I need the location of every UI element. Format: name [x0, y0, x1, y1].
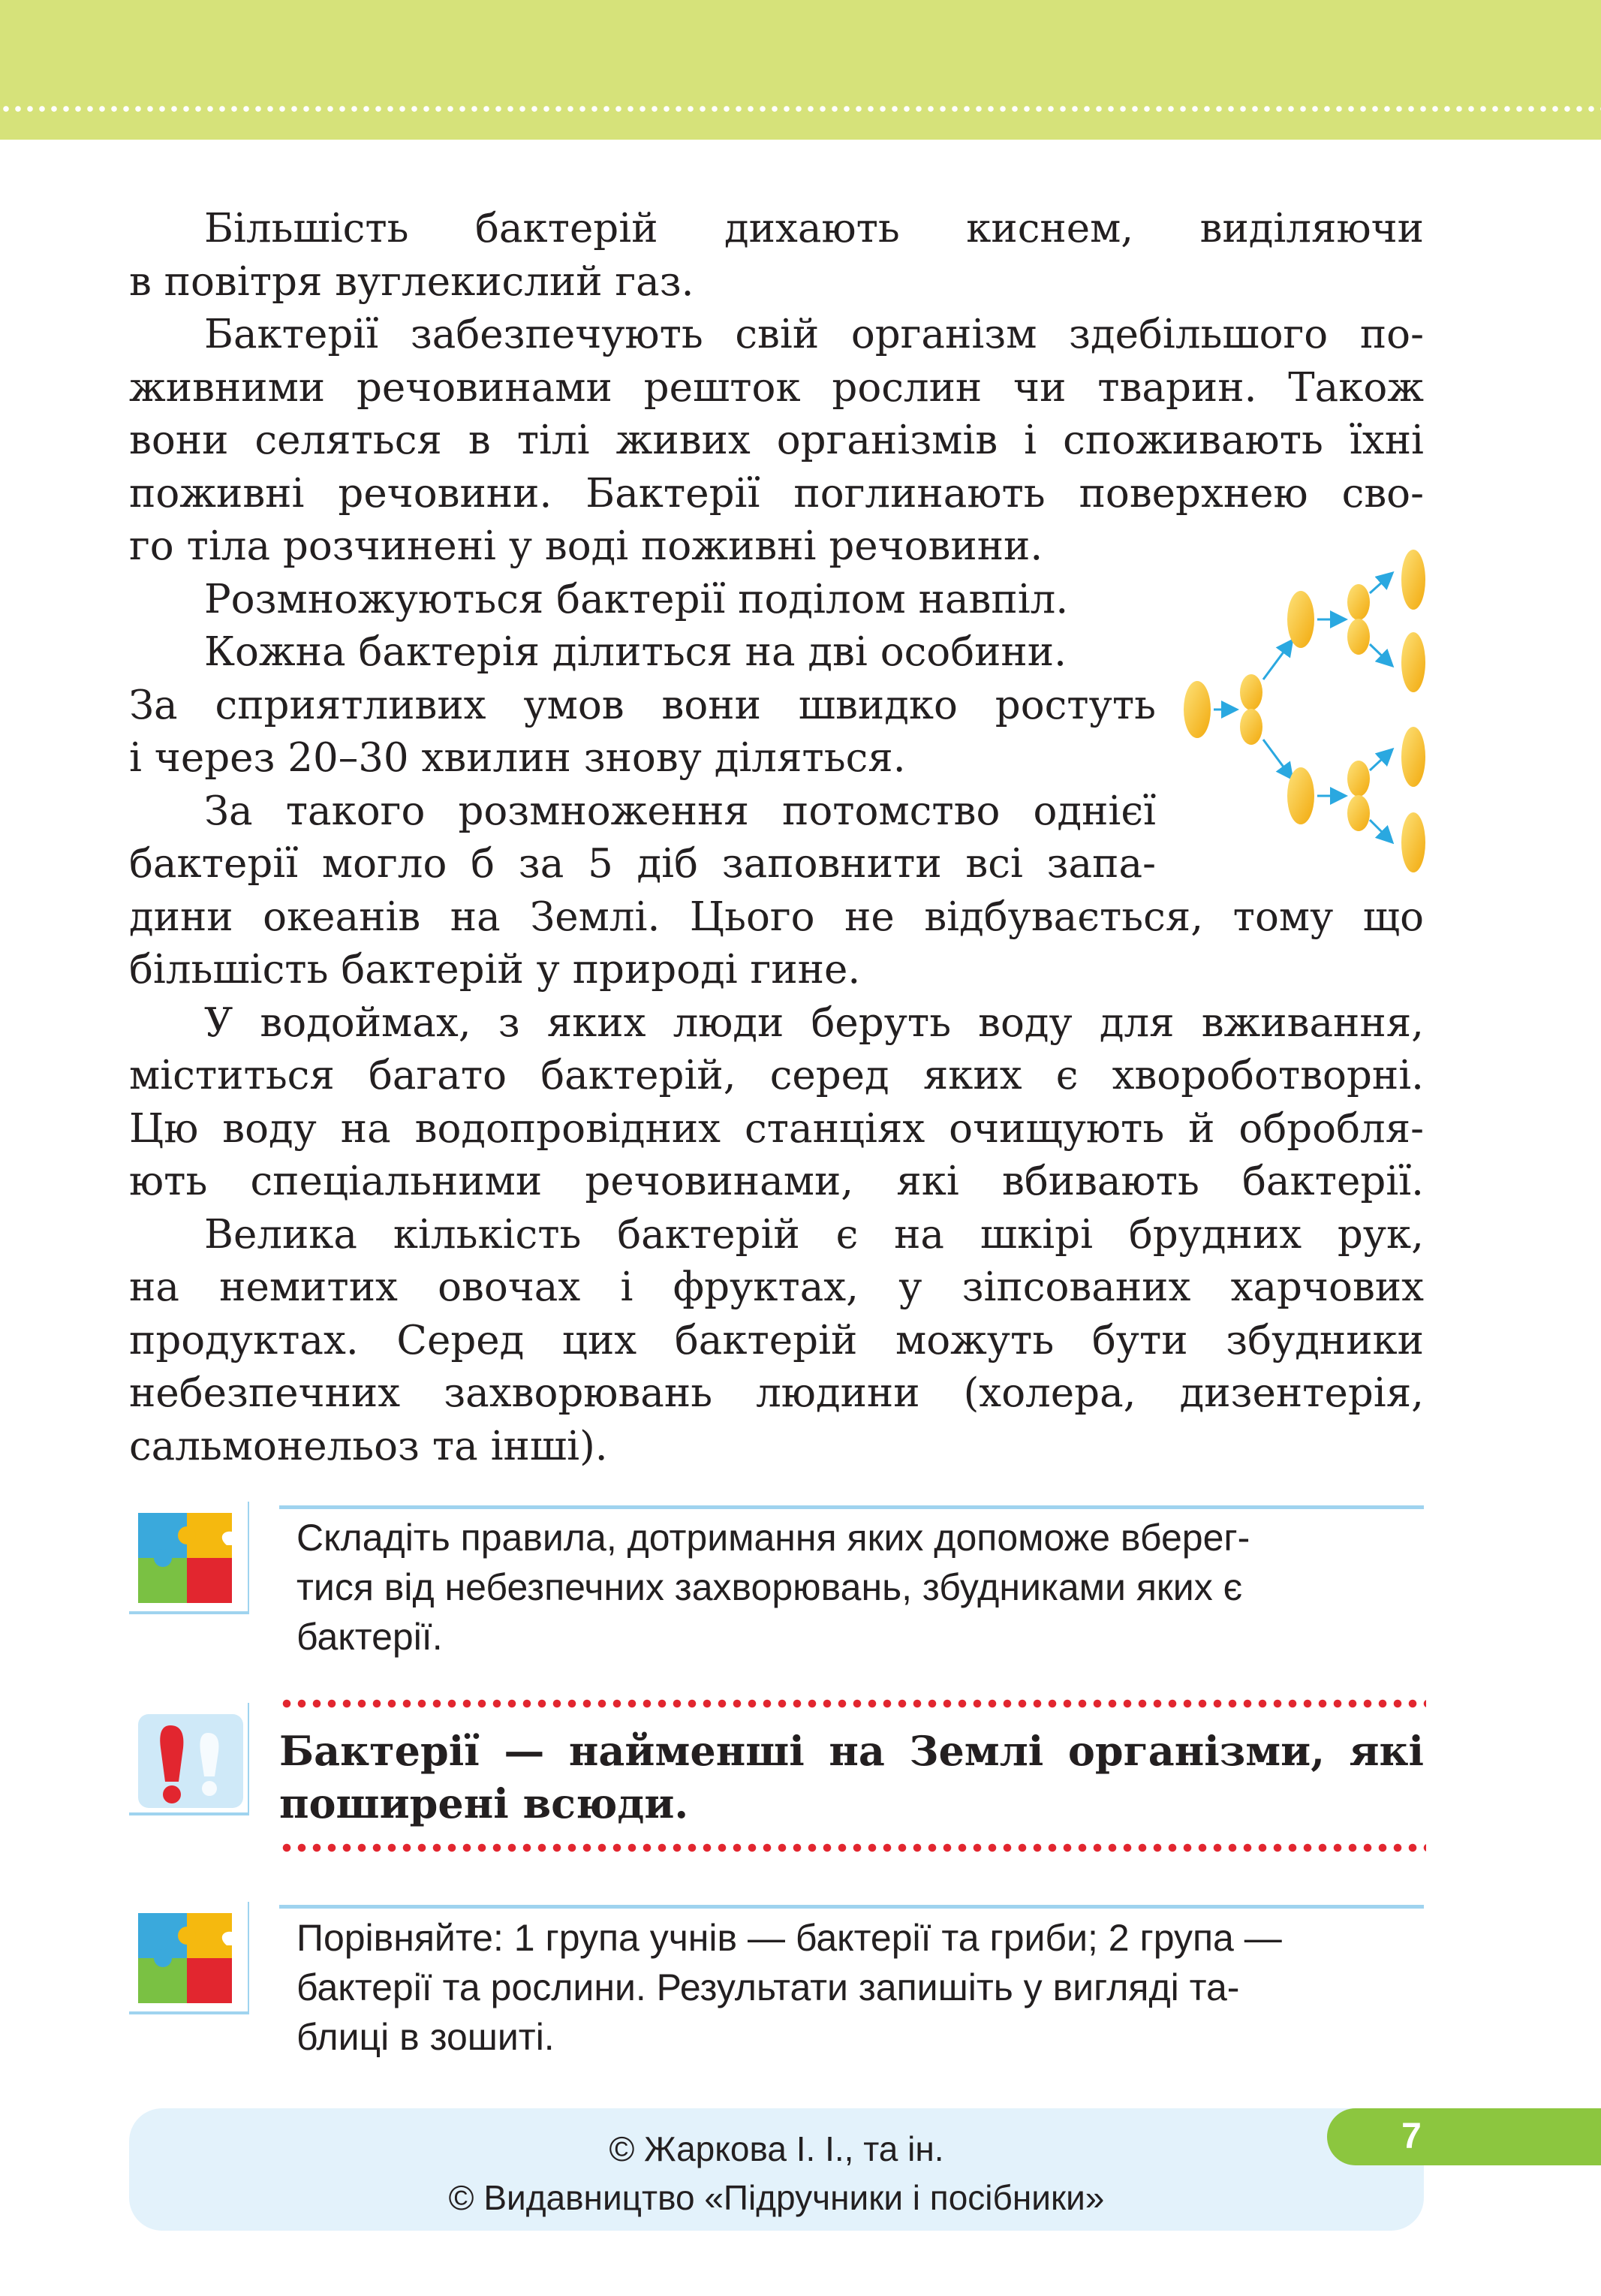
text-line: міститься багато бактерій, серед яких є хвороботворні. [129, 1053, 1424, 1098]
text-line: ють спеціальними речовинами, які вбивають бактерії. [129, 1159, 1424, 1204]
text-line: За такого розмноження потомство однієї [204, 788, 1156, 834]
task-line-text: тися від небезпечних захворювань, збудниками яких є [296, 1566, 1243, 1608]
definition-line: поширені всюди. [279, 1779, 689, 1827]
definition-bottom-dots [279, 1843, 1426, 1852]
text-line: вони селяться в тілі живих організмів і споживають їхні [129, 417, 1424, 463]
puzzle-icon [129, 1502, 249, 1614]
text-line: і через 20–30 хвилин знову діляться. [129, 735, 906, 781]
task-top-line [279, 1905, 1424, 1909]
text-line: Більшість бактерій дихають киснем, виділяючи [204, 206, 1424, 252]
definition-text [279, 1725, 1424, 1830]
text-line: на немитих овочах і фруктах, у зіпсованих харчових [129, 1264, 1424, 1310]
task-line-text: Порівняйте: 1 група учнів — бактерії та гриби; 2 група — [296, 1917, 1282, 1959]
text-line: більшість бактерій у природі гине. [129, 947, 861, 993]
puzzle-icon [129, 1902, 249, 2014]
task-text [296, 1913, 1422, 2062]
text-line: живними речовинами решток рослин чи тварин. Також [129, 364, 1424, 411]
task-line-text: бактерії та рослини. Результати запишіть у вигляді та- [296, 1966, 1240, 2008]
page-number: 7 [1401, 2117, 1422, 2156]
text-line: продуктах. Серед цих бактерій можуть бути збудники [129, 1317, 1424, 1363]
bacteria-division-illustration [1175, 548, 1434, 878]
definition-line: Бактерії — найменші на Землі організми, які [279, 1727, 1424, 1775]
text-line: поживні речовини. Бактерії поглинають поверхнею сво- [129, 470, 1424, 517]
text-line: бактерії могло б за 5 діб заповнити всі запа- [129, 841, 1156, 887]
exclamation-icon [129, 1703, 249, 1815]
footer-copyright-publisher: © Видавництво «Підручники і посібники» [448, 2178, 1105, 2217]
definition-top-dots [279, 1699, 1426, 1708]
text-line: небезпечних захворювань людини (холера, дизентерія, [129, 1370, 1424, 1416]
header-dotted-line [0, 105, 1601, 113]
text-line: Цю воду на водопровідних станціях очищують й обробля- [129, 1105, 1424, 1152]
text-line: Кожна бактерія ділиться на дві особини. [204, 629, 1067, 675]
task-line-text: Складіть правила, дотримання яких допоможе вберег- [296, 1517, 1250, 1559]
text-line: дини океанів на Землі. Цього не відбувається, тому що [129, 893, 1424, 940]
text-line: Велика кількість бактерій є на шкірі брудних рук, [204, 1211, 1424, 1258]
footer-copyright-authors: © Жаркова І. І., та ін. [609, 2129, 944, 2168]
task-line-text: бактерії. [296, 1616, 443, 1658]
task-text [296, 1513, 1422, 1662]
text-line: За сприятливих умов вони швидко ростуть [129, 682, 1156, 728]
text-line: У водоймах, з яких люди беруть воду для вживання, [204, 999, 1424, 1046]
task-line-text: блиці в зошиті. [296, 2016, 555, 2058]
text-line: сальмонельоз та інші). [129, 1423, 608, 1469]
text-line: в повітря вуглекислий газ. [129, 258, 694, 305]
text-line: го тіла розчинені у воді поживні речовини. [129, 523, 1043, 569]
task-top-line [279, 1505, 1424, 1509]
text-line: Розмножуються бактерії поділом навпіл. [204, 576, 1069, 622]
top-header-band [0, 0, 1601, 140]
text-line: Бактерії забезпечують свій організм здебільшого по- [204, 312, 1424, 357]
